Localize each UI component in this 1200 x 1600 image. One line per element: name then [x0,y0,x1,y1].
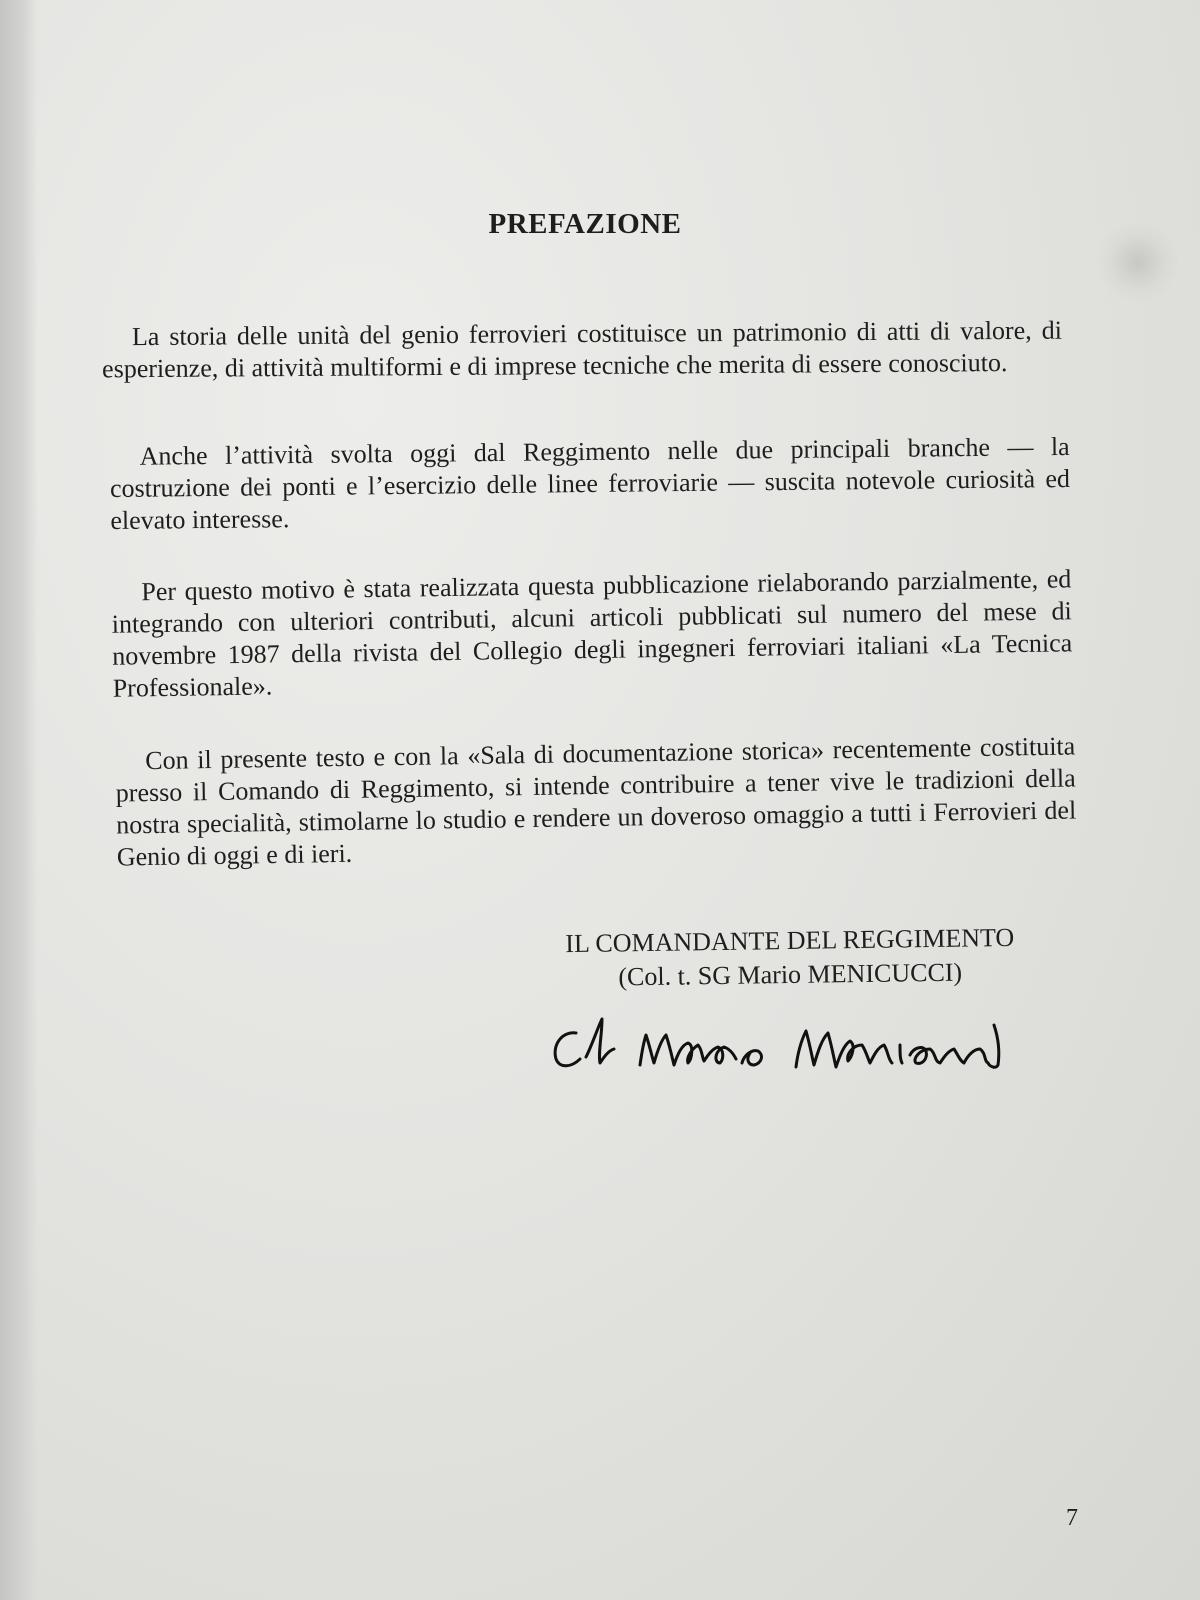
paragraph-1: La storia delle unità del genio ferrovieri costituisce un patrimonio di atti di valore, di esperienze, di attività multiformi e di imprese tecniche che merita di essere conosciuto. [102,315,1062,384]
page-number: 7 [1066,1505,1078,1531]
paragraph-4: Con il presente testo e con la «Sala di documentazione storica» recentemente costituita presso il Comando di Reggimento, si intende contribuire a tener vive le tradizioni della nostra specialità, stimolarne lo studio e rendere un doveroso omaggio a tutti i Ferrovieri del Genio di oggi e di ieri. [115,731,1077,872]
paragraph-3: Per questo motivo è stata realizzata questa pubblicazione rielaborando parzialmente, ed integrando con ulteriori contributi, alcuni articoli pubblicati sul numero del mese di novembre 1987 della rivista del Collegio degli ingegneri ferroviari italiani «La Tecnica Professionale». [111,564,1073,703]
signatory-role: IL COMANDANTE DEL REGGIMENTO [565,922,1015,959]
handwritten-signature [548,1005,1028,1085]
paragraph-2: Anche l’attività svolta oggi dal Reggimento nelle due principali branche — la costruzione dei ponti e l’esercizio delle linee ferroviarie — suscita notevole curiosità ed elevato interesse. [109,431,1071,536]
page-title: PREFAZIONE [488,208,682,240]
signatory-name: (Col. t. SG Mario MENICUCCI) [618,957,963,992]
signature-block [500,920,1081,996]
